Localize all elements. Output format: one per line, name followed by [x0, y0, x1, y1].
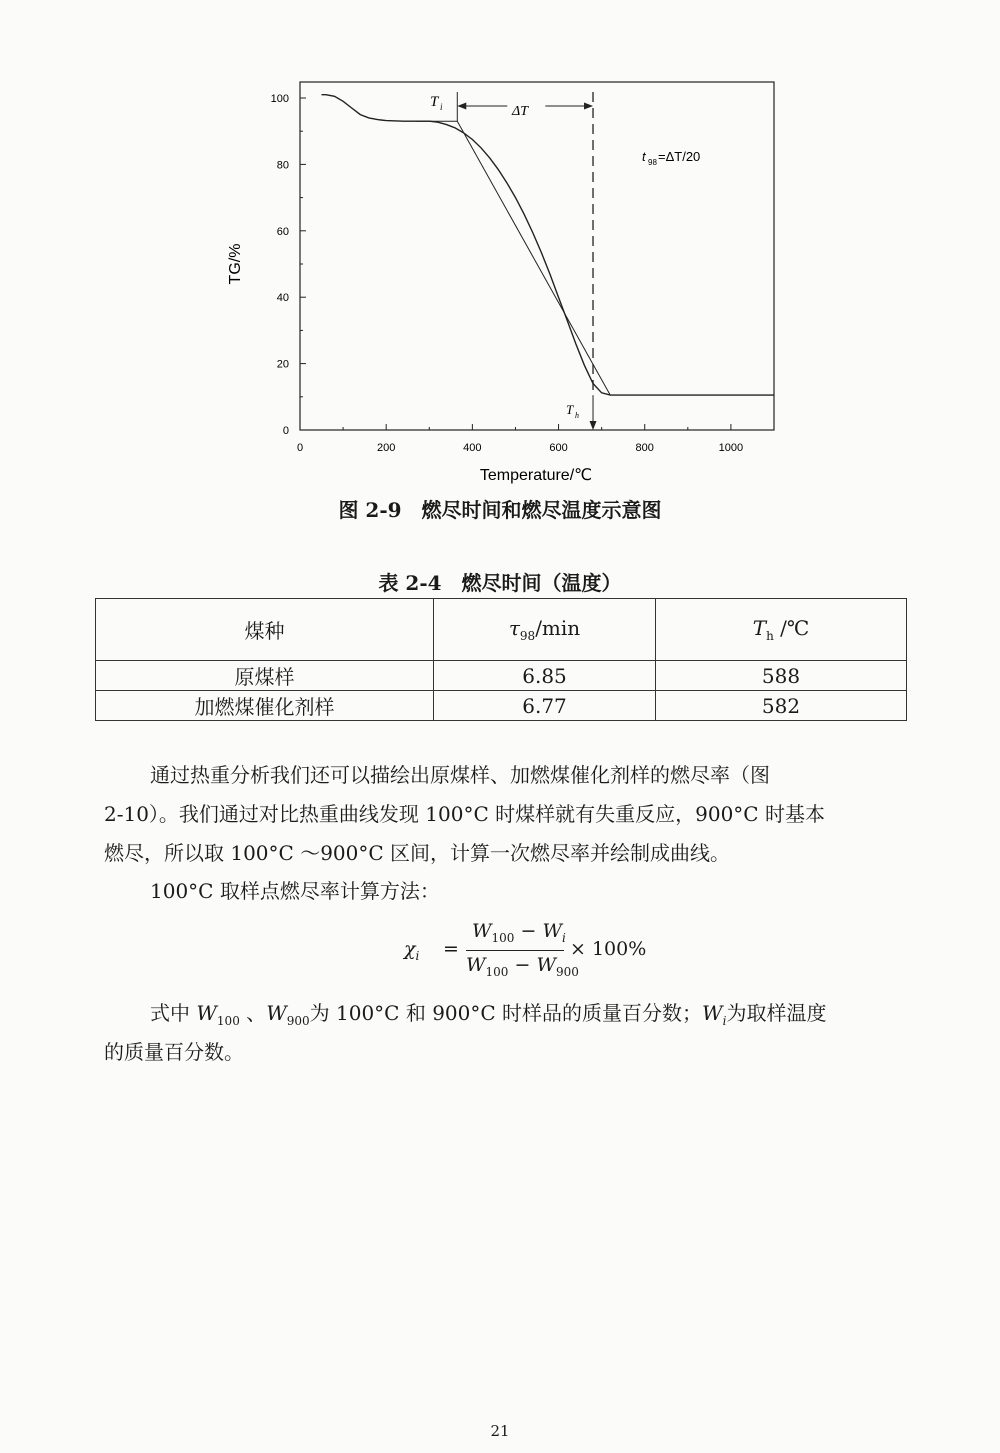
- cell-name: 加燃煤催化剂样: [96, 691, 434, 721]
- w-sub: i: [561, 930, 566, 945]
- paragraph-2: 100°C 取样点燃尽率计算方法：: [150, 879, 440, 903]
- paragraph-1-line-3: 燃尽，所以取 100°C ～900°C 区间，计算一次燃尽率并绘制成曲线。: [104, 841, 731, 865]
- w-sub: i: [722, 1014, 727, 1028]
- header-tau98: [434, 599, 656, 661]
- formula-label-pre: t: [642, 149, 646, 164]
- y-axis-label: TG/%: [227, 243, 244, 285]
- w-symbol: W: [266, 1001, 287, 1025]
- table-caption: 表 2-4 燃尽时间（温度）: [378, 571, 622, 595]
- y-tick-label: 60: [276, 225, 289, 238]
- cell-th: 588: [656, 661, 907, 691]
- table-header-row: [96, 599, 907, 661]
- cell-th: 582: [656, 691, 907, 721]
- text-span: 、: [239, 1001, 267, 1025]
- text-span: 为取样温度: [726, 1001, 827, 1025]
- w-symbol: W: [466, 954, 486, 976]
- y-tick-label: 40: [276, 292, 289, 305]
- tangent-line-slope: [457, 121, 610, 395]
- w-symbol: W: [702, 1001, 723, 1025]
- x-tick-label: 800: [635, 442, 654, 454]
- y-tick-label: 80: [276, 159, 289, 172]
- paragraph-1-line-2: 2-10）。我们通过对比热重曲线发现 100°C 时煤样就有失重反应，900°C 时基本: [104, 802, 825, 826]
- arrowhead-right: [584, 103, 593, 110]
- w-sub: 900: [286, 1014, 310, 1028]
- formula-numerator: [472, 920, 566, 945]
- arrowhead-down: [590, 421, 597, 430]
- paragraph-1-line-1: 通过热重分析我们还可以描绘出原煤样、加燃煤催化剂样的燃尽率（图: [150, 763, 770, 787]
- w-symbol: W: [196, 1001, 217, 1025]
- th-label: T: [566, 402, 574, 417]
- th-unit: /℃: [773, 616, 810, 640]
- chi-symbol: χ: [404, 938, 416, 960]
- axis-ticks: [300, 98, 731, 430]
- figure-caption: 图 2-9 燃尽时间和燃尽温度示意图: [338, 498, 662, 522]
- formula-lhs: [404, 938, 419, 963]
- tau-unit: /min: [535, 616, 581, 640]
- w-symbol: W: [536, 954, 556, 976]
- minus-sign: −: [514, 920, 543, 942]
- x-axis-label: Temperature/℃: [479, 467, 593, 484]
- w-sub: 100: [216, 1014, 240, 1028]
- th-sub: h: [766, 629, 774, 643]
- y-tick-label: 20: [276, 358, 289, 371]
- x-tick-label: 200: [377, 442, 396, 454]
- y-tick-label: 0: [282, 425, 289, 437]
- fraction-bar: [466, 950, 564, 951]
- w-sub: 100: [491, 930, 515, 945]
- formula-times-100: × 100%: [570, 938, 647, 960]
- x-tick-label: 1000: [718, 442, 744, 454]
- header-coal-type: 煤种: [96, 599, 434, 661]
- table-row: [96, 661, 907, 691]
- arrowhead-left: [457, 103, 466, 110]
- plot-border: [300, 82, 774, 430]
- page-number: 21: [490, 1422, 510, 1440]
- paragraph-4: 的质量百分数。: [104, 1040, 244, 1064]
- delta-t-label: ΔT: [512, 104, 529, 119]
- x-tick-label: 0: [296, 442, 304, 454]
- th-label-sub: h: [575, 411, 579, 420]
- table-row: [96, 691, 907, 721]
- formula-equals: =: [443, 938, 459, 960]
- cell-tau: 6.77: [434, 691, 656, 721]
- x-tick-label: 400: [463, 442, 482, 454]
- text-span: 为 100°C 和 900°C 时样品的质量百分数；: [309, 1001, 703, 1025]
- chi-sub: i: [415, 948, 420, 963]
- formula-denominator: [466, 954, 579, 979]
- tg-curve: [322, 95, 775, 395]
- formula-label-post: =ΔT/20: [658, 149, 701, 164]
- text-span: 式中: [150, 1001, 197, 1025]
- plot-frame: [300, 82, 774, 430]
- th-symbol: T: [752, 616, 767, 640]
- burnout-table: [95, 598, 907, 721]
- header-th: [656, 599, 907, 661]
- tick-labels: [271, 93, 744, 454]
- w-sub: 100: [485, 964, 509, 979]
- x-tick-label: 600: [549, 442, 568, 454]
- ti-label: T: [430, 94, 439, 110]
- tau-sub: 98: [519, 629, 536, 643]
- paragraph-3: [150, 997, 910, 1038]
- cell-tau: 6.85: [434, 661, 656, 691]
- minus-sign: −: [508, 954, 537, 976]
- w-sub: 900: [555, 964, 579, 979]
- formula-label-sub: 98: [648, 158, 657, 167]
- y-tick-label: 100: [270, 93, 289, 105]
- ti-label-sub: i: [440, 102, 443, 112]
- tau-symbol: τ: [508, 616, 520, 640]
- tg-chart: [0, 0, 1000, 490]
- w-symbol: W: [542, 920, 562, 942]
- cell-name: 原煤样: [96, 661, 434, 691]
- w-symbol: W: [472, 920, 492, 942]
